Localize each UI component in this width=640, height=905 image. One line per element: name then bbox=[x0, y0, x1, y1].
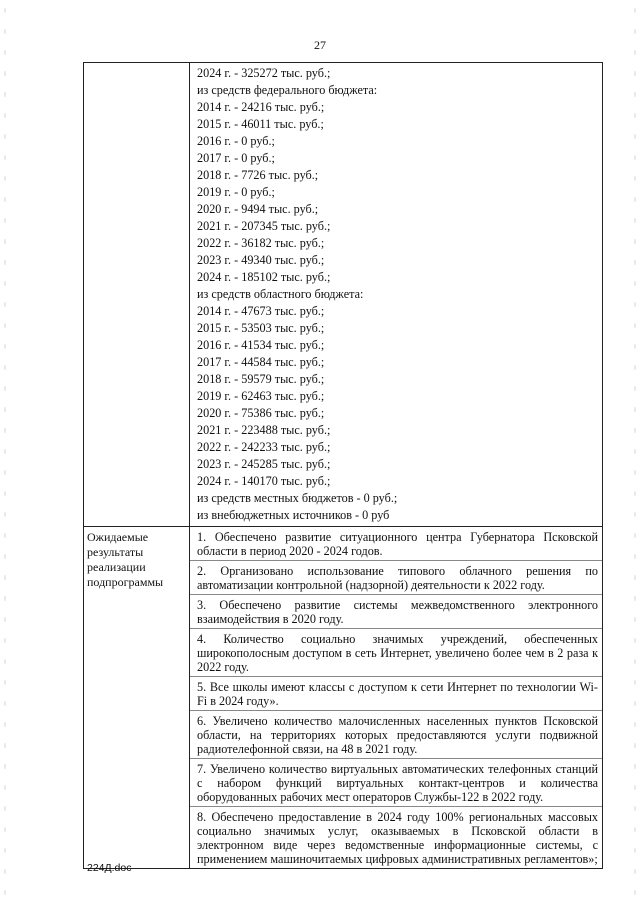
financing-line: 2024 г. - 325272 тыс. руб.; bbox=[197, 66, 331, 80]
financing-values-cell bbox=[190, 63, 603, 527]
financing-line: 2015 г. - 53503 тыс. руб.; bbox=[197, 321, 325, 335]
program-table bbox=[83, 62, 603, 869]
financing-line: 2020 г. - 75386 тыс. руб.; bbox=[197, 406, 325, 420]
financing-row bbox=[84, 63, 603, 527]
financing-line: 2015 г. - 46011 тыс. руб.; bbox=[197, 117, 324, 131]
financing-line: 2019 г. - 62463 тыс. руб.; bbox=[197, 389, 325, 403]
result-item: 2. Организовано использование типового облачного решения по автоматизации контрольной (надзорной) деятельности к 2022 году. bbox=[190, 561, 602, 595]
financing-line: 2017 г. - 0 руб.; bbox=[197, 151, 275, 165]
results-list bbox=[190, 527, 603, 869]
result-item: 4. Количество социально значимых учреждений, обеспеченных широкополосным доступом в сеть Интернет, увеличено более чем в 2 раза к 2022 году. bbox=[190, 629, 602, 677]
financing-label-cell bbox=[84, 63, 190, 527]
result-item: 8. Обеспечено предоставление в 2024 году 100% региональных массовых социально значимых услуг, оказываемых в Псковской области в электронном виде через ведомственные информационные системы, с применением машиночитаемых цифровых административных регламентов»; bbox=[197, 810, 598, 866]
financing-line: 2019 г. - 0 руб.; bbox=[197, 185, 275, 199]
financing-line: 2014 г. - 24216 тыс. руб.; bbox=[197, 100, 325, 114]
financing-line: 2018 г. - 59579 тыс. руб.; bbox=[197, 372, 325, 386]
page-number: 27 bbox=[314, 38, 326, 52]
financing-line: 2022 г. - 242233 тыс. руб.; bbox=[197, 440, 331, 454]
financing-line: из средств федерального бюджета: bbox=[197, 83, 378, 97]
financing-line: 2021 г. - 223488 тыс. руб.; bbox=[197, 423, 331, 437]
financing-line: 2024 г. - 185102 тыс. руб.; bbox=[197, 270, 331, 284]
financing-line: из средств местных бюджетов - 0 руб.; bbox=[197, 491, 398, 505]
financing-line: 2014 г. - 47673 тыс. руб.; bbox=[197, 304, 325, 318]
result-item: 7. Увеличено количество виртуальных автоматических телефонных станций с набором функций виртуальных контакт-центров и количества оборудованных рабочих мест операторов Службы-122 в 2022 году. bbox=[190, 759, 602, 807]
result-item: 6. Увеличено количество малочисленных населенных пунктов Псковской области, на территориях которых предоставляются услуги подвижной радиотелефонной связи, на 48 в 2021 году. bbox=[190, 711, 602, 759]
financing-line: 2023 г. - 49340 тыс. руб.; bbox=[197, 253, 325, 267]
result-item: 3. Обеспечено развитие системы межведомственного электронного взаимодействия в 2020 году. bbox=[190, 595, 602, 629]
financing-line: 2022 г. - 36182 тыс. руб.; bbox=[197, 236, 325, 250]
result-item: 5. Все школы имеют классы с доступом к сети Интернет по технологии Wi-Fi в 2024 году». bbox=[190, 677, 602, 711]
scan-edge-right bbox=[632, 0, 638, 905]
financing-line: 2020 г. - 9494 тыс. руб.; bbox=[197, 202, 319, 216]
result-item: 1. Обеспечено развитие ситуационного центра Губернатора Псковской области в период 2020 - 2024 годов. bbox=[190, 527, 602, 561]
financing-line: 2016 г. - 0 руб.; bbox=[197, 134, 275, 148]
results-label: Ожидаемые результаты реализации подпрограммы bbox=[84, 527, 190, 869]
financing-line: из внебюджетных источников - 0 руб bbox=[197, 508, 390, 522]
results-row bbox=[84, 527, 603, 869]
financing-line: 2018 г. - 7726 тыс. руб.; bbox=[197, 168, 319, 182]
financing-line: 2017 г. - 44584 тыс. руб.; bbox=[197, 355, 325, 369]
financing-line: 2021 г. - 207345 тыс. руб.; bbox=[197, 219, 331, 233]
file-name-footer: 224Д.doc bbox=[87, 862, 132, 874]
financing-line: 2024 г. - 140170 тыс. руб.; bbox=[197, 474, 331, 488]
financing-line: 2016 г. - 41534 тыс. руб.; bbox=[197, 338, 325, 352]
scan-edge-left bbox=[2, 0, 8, 905]
financing-line: 2023 г. - 245285 тыс. руб.; bbox=[197, 457, 331, 471]
financing-line: из средств областного бюджета: bbox=[197, 287, 364, 301]
